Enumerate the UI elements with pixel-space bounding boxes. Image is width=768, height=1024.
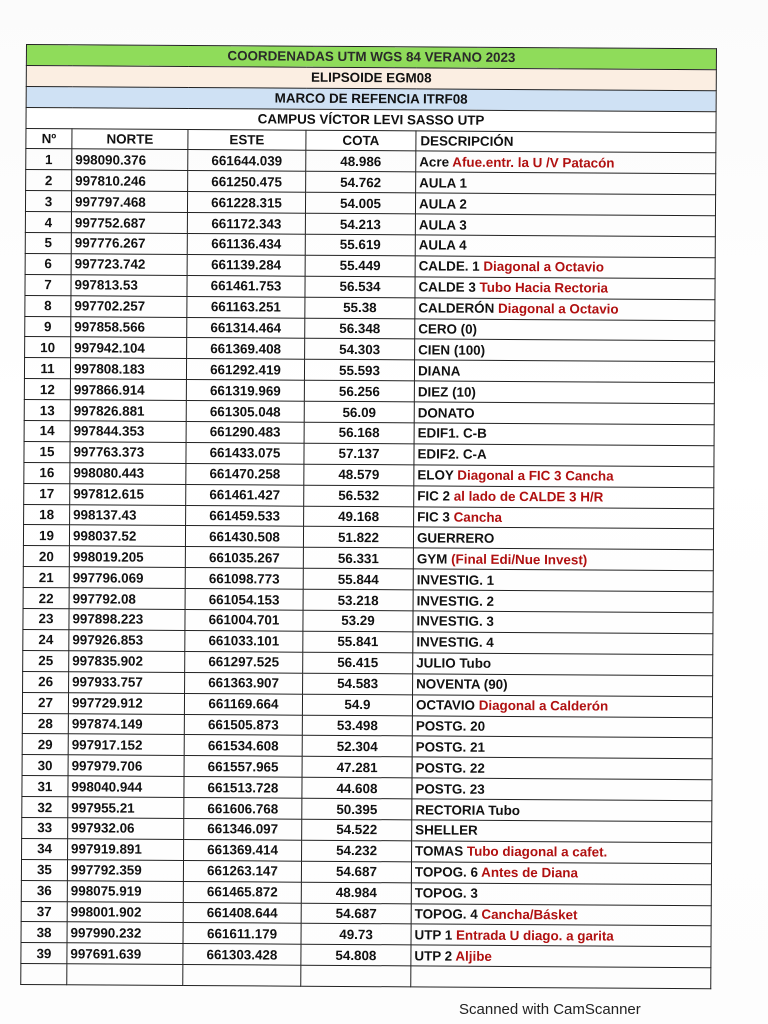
cell-este: 661250.475: [188, 171, 306, 193]
cell-number: 14: [24, 421, 70, 442]
point-name: ELOY: [417, 467, 454, 483]
cell-este: 661346.097: [184, 818, 302, 840]
point-name: SHELLER: [415, 822, 478, 839]
point-note: Tubo Hacia Rectoria: [479, 280, 609, 296]
cell-descripcion: [412, 694, 712, 717]
cell-cota: 56.331: [303, 548, 413, 570]
cell-norte: 997926.853: [69, 630, 185, 652]
cell-descripcion: [411, 924, 711, 947]
point-name: FIC 3: [417, 509, 450, 525]
cell-cota: 56.168: [304, 422, 414, 444]
point-note: Tubo diagonal a cafet.: [466, 843, 608, 860]
cell-descripcion: [414, 360, 714, 383]
point-name: EDIF2. C-A: [417, 446, 487, 463]
cell-este: 661557.965: [184, 756, 302, 778]
cell-number: 15: [24, 441, 70, 462]
cell-cota: 55.619: [305, 234, 415, 256]
cell-este: 661228.315: [187, 192, 305, 214]
cell-descripcion: [413, 674, 713, 697]
cell-cota: 54.303: [305, 339, 415, 361]
cell-number: 35: [21, 859, 67, 880]
cell-descripcion: [415, 214, 715, 237]
cell-norte: 997813.53: [71, 275, 187, 297]
point-note: Diagonal a Octavio: [497, 301, 619, 317]
cell-norte: 997835.902: [69, 651, 185, 673]
cell-este: 661054.153: [185, 589, 303, 611]
cell-number: 23: [23, 609, 69, 630]
cell-norte: 997979.706: [68, 755, 184, 777]
cell-norte: 998040.944: [68, 776, 184, 798]
point-name: INVESTIG. 1: [416, 572, 495, 588]
point-name: INVESTIG. 3: [416, 613, 494, 630]
cell-descripcion: [411, 882, 711, 905]
cell-descripcion: [411, 945, 711, 968]
cell-este: 661004.701: [185, 610, 303, 632]
point-name: TOMAS: [415, 843, 464, 859]
point-note: (Final Edi/Nue Invest): [451, 551, 588, 568]
cell-cota: 49.168: [304, 506, 414, 528]
cell-norte: 997691.639: [67, 943, 183, 965]
cell-descripcion: [412, 820, 712, 843]
cell-descripcion: [415, 256, 715, 279]
cell-number: 18: [24, 504, 70, 525]
cell-cota: 57.137: [304, 443, 414, 465]
cell-number: 25: [23, 650, 69, 671]
cell-cota: 47.281: [302, 756, 412, 778]
cell-norte: 997917.152: [68, 734, 184, 756]
point-name: UTP 2: [414, 948, 453, 964]
cell-number: 11: [24, 358, 70, 379]
cell-descripcion: [413, 527, 713, 550]
cell-norte: 997702.257: [71, 295, 187, 317]
cell-norte: 998001.902: [67, 901, 183, 923]
cell-cota: 53.29: [303, 610, 413, 632]
cell-este: 661163.251: [187, 296, 305, 318]
cell-descripcion: [412, 715, 712, 738]
cell-este: 661139.284: [187, 254, 305, 276]
scanner-watermark: Scanned with CamScanner: [459, 1001, 641, 1018]
cell-cota: 56.532: [304, 485, 414, 507]
cell-este: 661611.179: [183, 923, 301, 945]
cell-cota: 54.005: [305, 192, 415, 214]
cell-norte: 997955.21: [68, 797, 184, 819]
col-header-norte: NORTE: [72, 128, 188, 150]
cell-norte: 997792.08: [69, 588, 185, 610]
cell-este: 661033.101: [185, 630, 303, 652]
cell-este: 661459.533: [186, 505, 304, 527]
point-name: POSTG. 20: [415, 718, 486, 734]
cell-number: 20: [23, 546, 69, 567]
cell-este: 661035.267: [185, 547, 303, 569]
point-name: NOVENTA (90): [416, 676, 508, 693]
cell-este: 661314.464: [187, 317, 305, 339]
title-ellipsoid: ELIPSOIDE EGM08: [26, 65, 716, 90]
cell-norte: 998019.205: [69, 546, 185, 568]
cell-number: 12: [24, 379, 70, 400]
cell-cota: 44.608: [302, 777, 412, 799]
cell-number: 8: [25, 295, 71, 316]
coordinates-table-wrapper: [20, 44, 716, 989]
cell-number: 29: [22, 734, 68, 755]
cell-number: 31: [22, 776, 68, 797]
cell-cota: 51.822: [303, 527, 413, 549]
cell-cota: 53.498: [302, 715, 412, 737]
cell-number: 1: [26, 149, 72, 170]
cell-descripcion: [413, 632, 713, 655]
cell-cota: 56.348: [305, 318, 415, 340]
cell-cota: 48.984: [301, 882, 411, 904]
cell-cota: 55.593: [304, 360, 414, 382]
cell-este: 661505.873: [184, 714, 302, 736]
cell-cota: 50.395: [302, 798, 412, 820]
cell-descripcion: [415, 235, 715, 258]
cell-este: 661319.969: [186, 380, 304, 402]
point-name: GYM: [416, 551, 448, 567]
cell-number: 37: [21, 901, 67, 922]
point-name: AULA 1: [419, 175, 468, 191]
cell-number: 33: [22, 817, 68, 838]
cell-cota: 56.09: [304, 401, 414, 423]
cell-este: 661098.773: [185, 568, 303, 590]
cell-este: 661534.608: [184, 735, 302, 757]
cell-este: 661172.343: [187, 213, 305, 235]
cell-norte: 998037.52: [69, 525, 185, 547]
cell-descripcion: [414, 486, 714, 509]
cell-norte: 997752.687: [71, 212, 187, 234]
cell-cota: 54.687: [301, 903, 411, 925]
point-name: CALDE 3: [418, 279, 476, 295]
point-note: Cancha/Básket: [481, 906, 578, 923]
cell-este: 661470.258: [186, 463, 304, 485]
cell-este: 661297.525: [185, 651, 303, 673]
cell-descripcion: [415, 339, 715, 362]
col-header-cota: COTA: [306, 130, 416, 152]
cell-number: 28: [22, 713, 68, 734]
cell-norte: 997990.232: [67, 922, 183, 944]
cell-number: 13: [24, 400, 70, 421]
cell-este: 661292.419: [186, 359, 304, 381]
cell-number: 26: [23, 671, 69, 692]
cell-este: 661169.664: [184, 693, 302, 715]
cell-descripcion: [414, 444, 714, 467]
cell-norte: 997874.149: [68, 713, 184, 735]
cell-number: 27: [22, 692, 68, 713]
cell-cota: 54.9: [302, 694, 412, 716]
cell-cota: 54.213: [305, 213, 415, 235]
empty-cell: [301, 965, 411, 987]
cell-number: 22: [23, 588, 69, 609]
title-utm: COORDENADAS UTM WGS 84 VERANO 2023: [26, 45, 716, 70]
cell-descripcion: [413, 653, 713, 676]
cell-descripcion: [415, 277, 715, 300]
cell-cota: 54.232: [302, 840, 412, 862]
cell-este: 661430.508: [185, 526, 303, 548]
cell-number: 7: [25, 274, 71, 295]
cell-number: 38: [21, 922, 67, 943]
coordinates-table: [20, 44, 717, 989]
point-name: POSTG. 21: [415, 739, 485, 755]
col-header-este: ESTE: [188, 129, 306, 151]
title-campus: CAMPUS VÍCTOR LEVI SASSO UTP: [26, 107, 716, 132]
cell-number: 19: [23, 525, 69, 546]
cell-norte: 998080.443: [70, 463, 186, 485]
cell-cota: 48.986: [306, 151, 416, 173]
cell-descripcion: [414, 465, 714, 488]
table-body: [21, 149, 716, 989]
cell-cota: 48.579: [304, 464, 414, 486]
cell-descripcion: [412, 736, 712, 759]
cell-cota: 55.449: [305, 255, 415, 277]
cell-cota: 54.522: [302, 819, 412, 841]
cell-descripcion: [416, 172, 716, 195]
cell-norte: 998075.919: [67, 880, 183, 902]
cell-norte: 997898.223: [69, 609, 185, 631]
cell-este: 661465.872: [183, 881, 301, 903]
point-note: al lado de CALDE 3 H/R: [453, 488, 604, 505]
cell-descripcion: [414, 402, 714, 425]
point-name: AULA 2: [418, 196, 467, 212]
cell-este: 661433.075: [186, 442, 304, 464]
cell-norte: 997763.373: [70, 442, 186, 464]
cell-norte: 997942.104: [71, 337, 187, 359]
point-name: AULA 4: [418, 237, 467, 254]
cell-norte: 997858.566: [71, 316, 187, 338]
point-name: OCTAVIO: [415, 697, 476, 713]
cell-number: 39: [21, 943, 67, 964]
cell-este: 661606.768: [184, 798, 302, 820]
cell-este: 661263.147: [183, 860, 301, 882]
cell-descripcion: [416, 151, 716, 174]
point-name: AULA 3: [418, 216, 467, 233]
cell-number: 10: [25, 337, 71, 358]
cell-norte: 997808.183: [70, 358, 186, 380]
cell-cota: 55.844: [303, 568, 413, 590]
cell-number: 2: [26, 170, 72, 191]
col-header-number: Nº: [26, 128, 72, 149]
point-note: Entrada U diago. a garita: [455, 927, 614, 944]
point-name: INVESTIG. 4: [416, 634, 494, 651]
empty-cell: [183, 965, 301, 987]
cell-norte: 997866.914: [70, 379, 186, 401]
cell-number: 5: [25, 233, 71, 254]
cell-descripcion: [413, 611, 713, 634]
point-name: DONATO: [417, 404, 475, 421]
empty-row: [21, 964, 711, 989]
point-note: Cancha: [453, 509, 503, 525]
cell-norte: 998090.376: [72, 149, 188, 171]
cell-este: 661136.434: [187, 234, 305, 256]
cell-cota: 54.762: [306, 172, 416, 194]
cell-number: 17: [24, 483, 70, 504]
cell-este: 661513.728: [184, 777, 302, 799]
cell-cota: 52.304: [302, 736, 412, 758]
empty-cell: [21, 964, 67, 985]
cell-descripcion: [414, 506, 714, 529]
cell-number: 9: [25, 316, 71, 337]
cell-norte: 997723.742: [71, 254, 187, 276]
cell-descripcion: [411, 903, 711, 926]
point-name: RECTORIA Tubo: [415, 801, 521, 818]
cell-norte: 997796.069: [69, 567, 185, 589]
cell-descripcion: [415, 193, 715, 216]
cell-cota: 53.218: [303, 589, 413, 611]
cell-number: 34: [22, 838, 68, 859]
point-name: TOPOG. 3: [414, 885, 478, 901]
point-name: DIEZ (10): [417, 384, 476, 400]
point-name: INVESTIG. 2: [416, 592, 495, 609]
cell-descripcion: [413, 548, 713, 571]
cell-este: 661369.408: [187, 338, 305, 360]
cell-norte: 997792.359: [67, 860, 183, 882]
cell-descripcion: [415, 298, 715, 321]
cell-cota: 54.808: [301, 944, 411, 966]
cell-cota: 55.38: [305, 297, 415, 319]
point-note: Diagonal a FIC 3 Cancha: [457, 467, 614, 484]
cell-number: 16: [24, 462, 70, 483]
cell-norte: 997932.06: [68, 818, 184, 840]
title-reference-frame: MARCO DE REFENCIA ITRF08: [26, 86, 716, 111]
cell-number: 32: [22, 797, 68, 818]
point-note: Afue.entr. la U /V Patacón: [452, 154, 615, 171]
point-note: Diagonal a Octavio: [483, 259, 605, 275]
cell-cota: 56.534: [305, 276, 415, 298]
cell-number: 21: [23, 567, 69, 588]
cell-descripcion: [412, 757, 712, 780]
point-name: POSTG. 22: [415, 760, 485, 776]
empty-cell: [67, 964, 183, 986]
cell-norte: 998137.43: [70, 504, 186, 526]
cell-number: 3: [25, 191, 71, 212]
point-name: EDIF1. C-B: [417, 425, 487, 442]
cell-descripcion: [412, 841, 712, 864]
cell-norte: 997844.353: [70, 421, 186, 443]
point-name: JULIO Tubo: [416, 655, 492, 672]
point-name: CALDE. 1: [418, 258, 480, 275]
cell-cota: 54.687: [301, 861, 411, 883]
cell-este: 661363.907: [185, 672, 303, 694]
cell-norte: 997919.891: [68, 839, 184, 861]
point-name: Acre: [419, 154, 450, 170]
cell-descripcion: [412, 799, 712, 822]
point-name: GUERRERO: [416, 530, 495, 546]
empty-cell: [411, 966, 711, 989]
point-name: CERO (0): [418, 321, 478, 337]
cell-norte: 997776.267: [71, 233, 187, 255]
cell-norte: 997933.757: [69, 671, 185, 693]
cell-descripcion: [414, 423, 714, 446]
cell-number: 36: [21, 880, 67, 901]
cell-number: 30: [22, 755, 68, 776]
point-name: CALDERÓN: [418, 300, 495, 316]
point-note: Aljibe: [455, 948, 492, 964]
point-name: FIC 2: [417, 488, 451, 504]
cell-descripcion: [413, 590, 713, 613]
cell-cota: 55.841: [303, 631, 413, 653]
cell-number: 24: [23, 629, 69, 650]
point-name: UTP 1: [414, 927, 453, 943]
point-name: CIEN (100): [418, 342, 486, 358]
cell-este: 661461.427: [186, 484, 304, 506]
cell-norte: 997729.912: [68, 692, 184, 714]
cell-este: 661644.039: [188, 150, 306, 172]
cell-este: 661303.428: [183, 944, 301, 966]
col-header-descripcion: DESCRIPCIÓN: [416, 130, 716, 153]
cell-este: 661461.753: [187, 275, 305, 297]
cell-este: 661305.048: [186, 401, 304, 423]
cell-descripcion: [413, 569, 713, 592]
cell-descripcion: [415, 318, 715, 341]
point-note: Antes de Diana: [481, 864, 578, 881]
point-note: Diagonal a Calderón: [478, 697, 609, 714]
cell-cota: 49.73: [301, 924, 411, 946]
point-name: TOPOG. 6: [414, 864, 479, 880]
cell-norte: 997810.246: [72, 170, 188, 192]
cell-este: 661369.414: [184, 839, 302, 861]
cell-number: 6: [25, 253, 71, 274]
cell-cota: 56.256: [304, 380, 414, 402]
cell-norte: 997812.615: [70, 483, 186, 505]
cell-norte: 997797.468: [71, 191, 187, 213]
cell-cota: 54.583: [303, 673, 413, 695]
cell-descripcion: [412, 778, 712, 801]
cell-descripcion: [414, 381, 714, 404]
point-name: TOPOG. 4: [414, 906, 478, 922]
point-name: DIANA: [417, 363, 461, 379]
cell-cota: 56.415: [303, 652, 413, 674]
point-name: POSTG. 23: [415, 781, 485, 797]
cell-norte: 997826.881: [70, 400, 186, 422]
cell-este: 661290.483: [186, 422, 304, 444]
cell-este: 661408.644: [183, 902, 301, 924]
cell-descripcion: [411, 862, 711, 885]
cell-number: 4: [25, 212, 71, 233]
